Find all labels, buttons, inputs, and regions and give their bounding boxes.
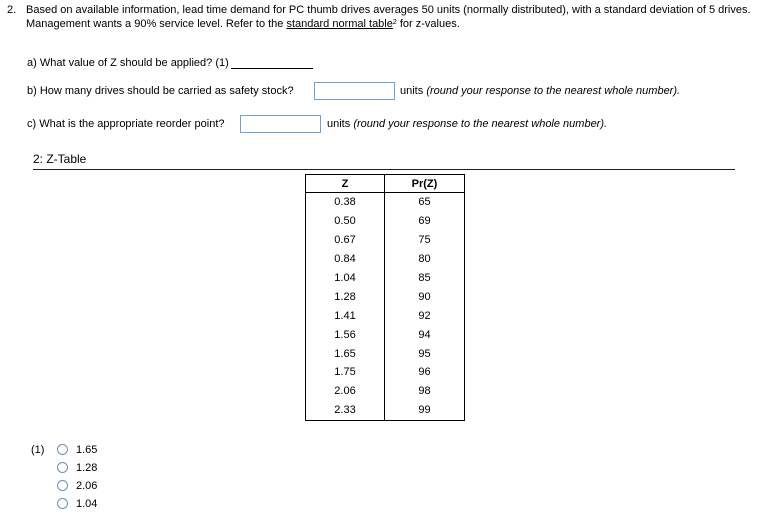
standard-normal-table-link[interactable]: standard normal table	[286, 17, 393, 30]
table-row	[306, 344, 465, 363]
prz-value: 98	[385, 382, 465, 401]
part-c-units: units	[327, 118, 351, 130]
z-value: 0.38	[334, 196, 356, 209]
option-label: 1.65	[76, 444, 98, 456]
table-row	[306, 401, 465, 420]
z-column-header: Z	[306, 175, 385, 193]
option-label: 2.06	[76, 480, 98, 492]
z-value: 0.84	[334, 253, 356, 266]
z-value: 0.67	[334, 234, 356, 247]
table-row	[306, 231, 465, 250]
prz-column-header: Pr(Z)	[385, 175, 465, 193]
z-value: 1.41	[334, 309, 356, 322]
z-value: 1.28	[334, 290, 356, 303]
prz-value: 94	[385, 325, 465, 344]
z-value: 2.33	[334, 404, 356, 417]
prompt-text-1: Based on available information, lead time demand for PC thumb drives averages 50 units (normally distributed), with a standard deviation of 5 drives. Management wants a 90% service level. Refer to the	[26, 4, 751, 30]
safety-stock-input[interactable]	[314, 82, 395, 100]
table-row	[306, 193, 465, 212]
radio-button[interactable]	[57, 498, 68, 509]
part-a-answer-blank[interactable]	[231, 58, 313, 69]
prompt-text-2: for z-values.	[396, 17, 460, 30]
ztable-title: 2: Z-Table	[33, 152, 87, 166]
part-b-label: b) How many drives should be carried as safety stock?	[27, 85, 294, 97]
question-prompt	[26, 4, 751, 31]
radio-button[interactable]	[57, 480, 68, 491]
table-row	[306, 363, 465, 382]
part-c-label: c) What is the appropriate reorder point?	[27, 118, 225, 130]
table-row	[306, 212, 465, 231]
z-value: 0.50	[334, 215, 356, 228]
radio-button[interactable]	[57, 444, 68, 455]
part-a-question	[27, 57, 313, 69]
z-value: 1.04	[334, 272, 356, 284]
part-a-label: a) What value of Z should be applied?	[27, 57, 213, 69]
prz-value: 90	[385, 287, 465, 306]
part-c-hint: (round your response to the nearest whole number).	[353, 118, 608, 130]
prz-value: 95	[385, 344, 465, 363]
table-row	[306, 306, 465, 325]
prz-value: 75	[385, 231, 465, 250]
table-row	[306, 250, 465, 269]
part-b-suffix	[400, 85, 680, 97]
prz-value: 99	[385, 401, 465, 420]
part-a-ref: (1)	[215, 57, 229, 69]
table-row	[306, 269, 465, 288]
table-row	[306, 325, 465, 344]
prz-value: 65	[385, 193, 465, 212]
prz-value: 85	[385, 269, 465, 288]
z-value: 1.75	[334, 366, 356, 379]
option-label: 1.04	[76, 498, 98, 510]
part-b-units: units	[400, 85, 424, 97]
footnote-superscript: 2	[392, 18, 397, 26]
z-value: 2.06	[334, 385, 356, 398]
radio-button[interactable]	[57, 462, 68, 473]
part-b-hint: (round your response to the nearest whole number).	[426, 85, 681, 97]
z-table	[305, 174, 465, 421]
prz-value: 69	[385, 212, 465, 231]
z-value: 1.65	[334, 347, 356, 360]
table-row	[306, 287, 465, 306]
part-c-suffix	[327, 118, 607, 130]
reorder-point-input[interactable]	[240, 115, 321, 133]
ztable-divider	[33, 169, 735, 170]
question-number: 2.	[7, 4, 17, 16]
options-ref: (1)	[31, 444, 45, 456]
prz-value: 96	[385, 363, 465, 382]
option-label: 1.28	[76, 462, 98, 474]
z-value: 1.56	[334, 328, 356, 341]
prz-value: 80	[385, 250, 465, 269]
table-row	[306, 382, 465, 401]
prz-value: 92	[385, 306, 465, 325]
